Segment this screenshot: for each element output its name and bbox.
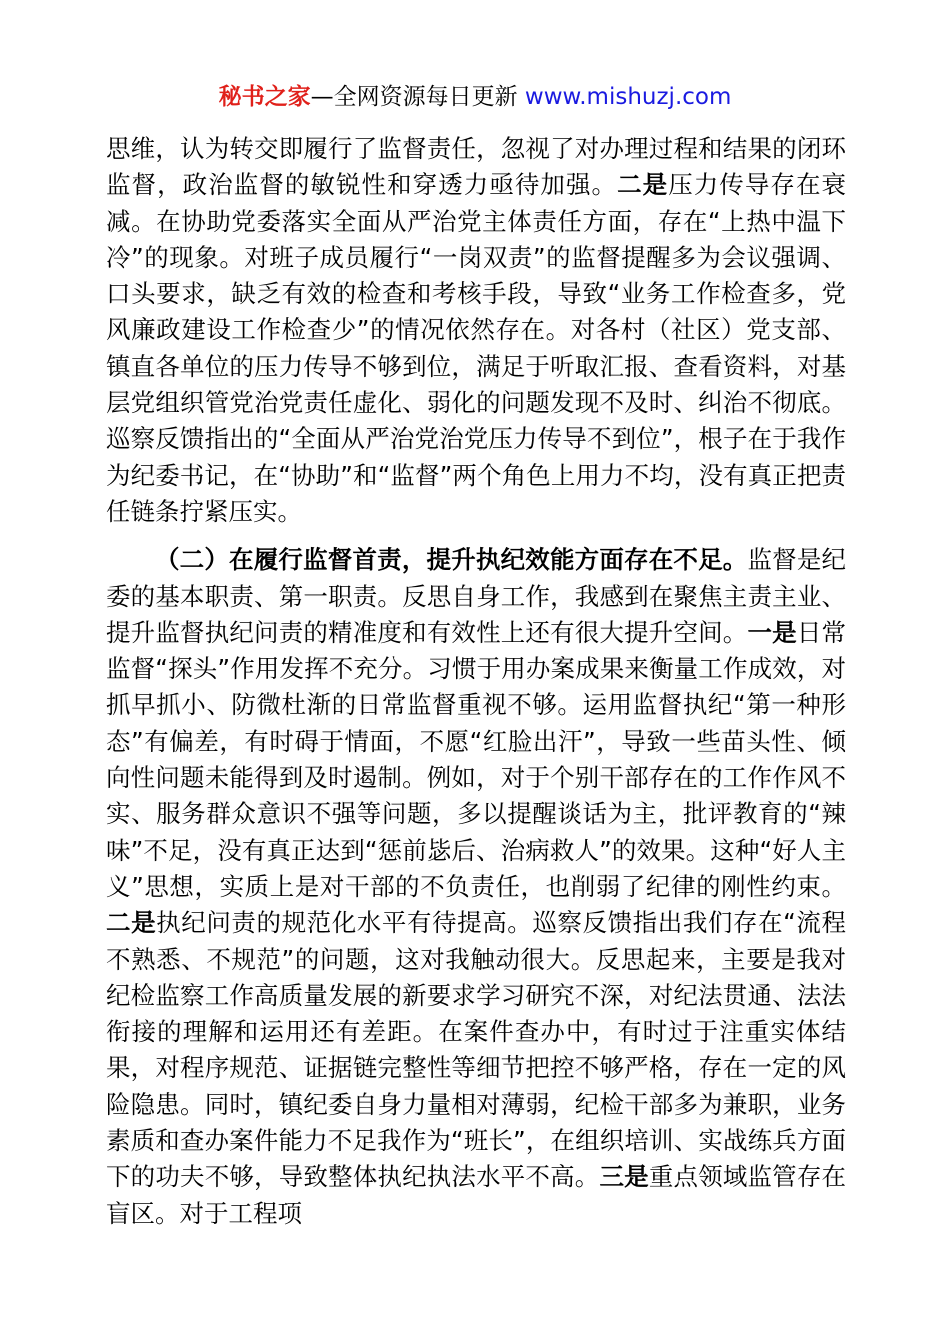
text-segment-bold: 一是	[747, 617, 797, 647]
text-segment: 思维，认为转交即履行了监督责任，忽视了对办理过程和结果的闭环监督，政治监督的敏锐性和穿透力亟待加强。	[106, 134, 846, 200]
brand-name: 秘书之家	[218, 84, 311, 110]
paragraph-2	[106, 542, 846, 1232]
text-segment: 监督是纪委的基本职责、第一职责。反思自身工作，我感到在聚焦主责主业、提升监督执纪问责的精准度和有效性上还有很大提升空间。	[106, 545, 847, 647]
header-tagline: —全网资源每日更新	[310, 84, 518, 110]
text-segment: 执纪问责的规范化水平有待提高。巡察反馈指出我们存在“流程不熟悉、不规范”的问题，这对我触动很大。反思起来，主要是我对纪检监察工作高质量发展的新要求学习研究不深，对纪法贯通、法法衔接的理解和运用还有差距。在案件查办中，有时过于注重实体结果，对程序规范、证据链完整性等细节把控不够严格，存在一定的风险隐患。同时，镇纪委自身力量相对薄弱，纪检干部多为兼职，业务素质和查办案件能力不足我作为“班长”，在组织培训、实战练兵方面下的功夫不够，导致整体执纪执法水平不高。	[106, 908, 847, 1192]
text-segment: 压力传导存在衰减。在协助党委落实全面从严治党主体责任方面，存在“上热中温下冷”的现象。对班子成员履行“一岗双责”的监督提醒多为会议强调、口头要求，缺乏有效的检查和考核手段，导致“业务工作检查多，党风廉政建设工作检查少”的情况依然存在。对各村（社区）党支部、镇直各单位的压力传导不够到位，满足于听取汇报、查看资料，对基层党组织管党治党责任虚化、弱化的问题发现不及时、纠治不彻底。巡察反馈指出的“全面从严治党治党压力传导不到位”，根子在于我作为纪委书记，在“协助”和“监督”两个角色上用力不均，没有真正把责任链条拧紧压实。	[106, 170, 847, 526]
text-segment-bold: 二是	[617, 170, 669, 200]
document-body	[106, 131, 846, 1232]
text-segment-bold: 三是	[599, 1162, 649, 1192]
text-segment: 重点领域监管存在盲区。对于工程项	[106, 1162, 847, 1228]
section-heading: （二）在履行监督首责，提升执纪效能方面存在不足。	[155, 545, 748, 575]
text-segment-bold: 二是	[106, 908, 157, 938]
site-header	[0, 80, 950, 114]
paragraph-1	[106, 131, 846, 530]
site-url-link[interactable]: www.mishuzj.com	[524, 84, 732, 110]
text-segment: 日常监督“探头”作用发挥不充分。习惯于用办案成果来衡量工作成效，对抓早抓小、防微杜渐的日常监督重视不够。运用监督执纪“第一种形态”有偏差，有时碍于情面，不愿“红脸出汗”，导致一些苗头性、倾向性问题未能得到及时遏制。例如，对于个别干部存在的工作作风不实、服务群众意识不强等问题，多以提醒谈话为主，批评教育的“辣味”不足，没有真正达到“惩前毖后、治病救人”的效果。这种“好人主义”思想，实质上是对干部的不负责任，也削弱了纪律的刚性约束。	[106, 617, 847, 901]
